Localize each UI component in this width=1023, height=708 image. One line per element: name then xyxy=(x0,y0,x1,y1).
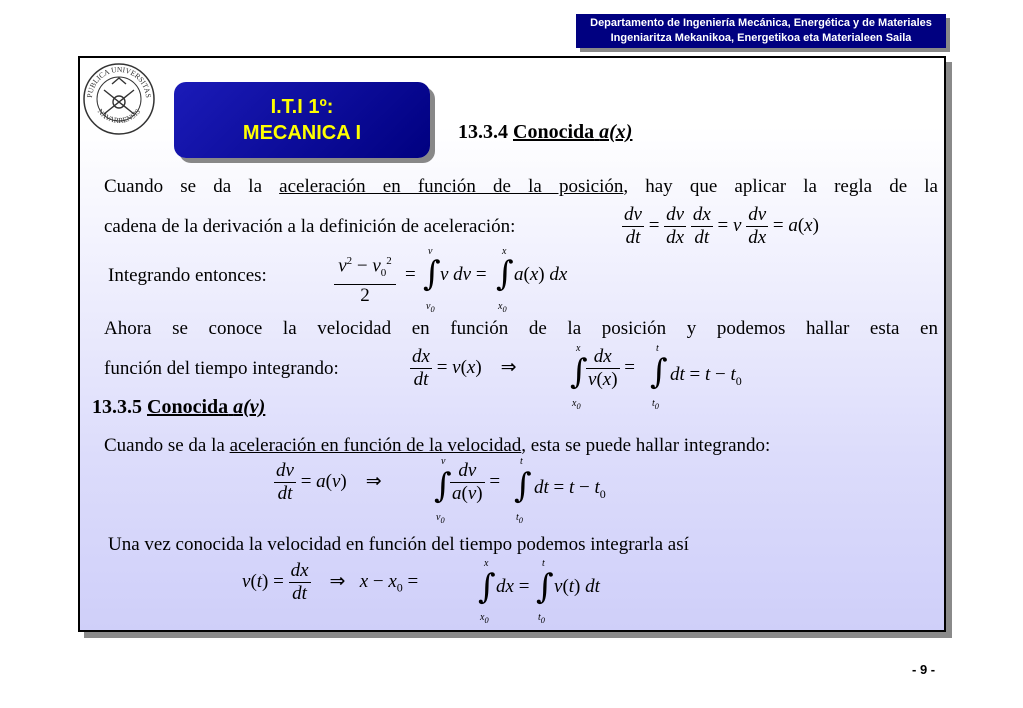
department-name-eu: Ingeniaritza Mekanikoa, Energetikoa eta Materialeen Saila xyxy=(610,32,912,44)
section-title-word: Conocida xyxy=(513,121,595,143)
course-badge xyxy=(174,82,430,158)
paragraph-integrar-velocidad: Una vez conocida la velocidad en función del tiempo podemos integrarla así xyxy=(108,534,689,555)
equation-dx-dt: $\frac{dx}{dt}$ = v(x) ⇒ xyxy=(412,346,517,390)
seal-top-arc-text: PUBLICA UNIVERSITAS xyxy=(84,64,154,99)
paragraph-line-cadena: cadena de la derivación a la definición de aceleración: xyxy=(104,216,516,237)
integral-sign: ∫ xyxy=(570,352,588,392)
paragraph-velocidad-posicion: Ahora se conoce la velocidad en función de la posición y podemos hallar esta en xyxy=(104,318,938,339)
highlighted-term: aceleración en función de la posición xyxy=(279,176,624,197)
university-seal-icon xyxy=(82,62,156,136)
section-title-variable: a(x) xyxy=(599,121,633,143)
integral-sign: ∫ xyxy=(514,466,532,506)
section-title-variable: a(v) xyxy=(233,396,266,418)
course-code: I.T.I 1º: xyxy=(270,96,334,118)
paragraph-line-tiempo: función del tiempo integrando: xyxy=(104,358,339,379)
course-name: MECANICA I xyxy=(242,122,362,144)
integral-sign: ∫ xyxy=(423,254,441,294)
label-integrando: Integrando entonces: xyxy=(108,265,267,286)
paragraph-aceleracion-posicion: Cuando se da la aceleración en función de la posición, hay que aplicar la regla de la xyxy=(104,176,938,197)
department-banner xyxy=(576,14,946,48)
integral-sign: ∫ xyxy=(496,254,514,294)
equation-velocity-position: $\frac{v^2 - v_0^2}{2}$ xyxy=(334,250,396,307)
section-number: 13.3.5 xyxy=(92,396,142,418)
page-number: - 9 - xyxy=(912,662,936,677)
equation-dv-dt: $\frac{dv}{dt}$ = a(v) ⇒ xyxy=(276,460,382,504)
equation-chain-rule: $\frac{dv}{dt}$ = $\frac{dv}{dx}$ $\frac{dx}{dt}$ = v $\frac{dv}{dx}$ = a(x) xyxy=(624,204,819,248)
section-heading-13-3-5 xyxy=(92,396,265,419)
integral-sign: ∫ xyxy=(478,567,496,607)
highlighted-term: aceleración en función de la velocidad xyxy=(229,435,522,456)
integral-sign: ∫ xyxy=(536,567,554,607)
integral-sign: ∫ xyxy=(650,352,668,392)
section-title-word: Conocida xyxy=(147,396,229,418)
section-number: 13.3.4 xyxy=(458,121,508,143)
equation-position-time: v(t) = $\frac{dx}{dt}$ ⇒ $x - x_0$ = xyxy=(242,560,419,604)
integral-sign: ∫ xyxy=(434,466,452,506)
department-name-es: Departamento de Ingeniería Mecánica, Energética y de Materiales xyxy=(590,17,932,29)
section-heading-13-3-4 xyxy=(458,121,632,144)
paragraph-aceleracion-velocidad: Cuando se da la aceleración en función de la velocidad, esta se puede hallar integrando: xyxy=(104,435,771,456)
seal-bottom-arc-text: NAVARRENSIS xyxy=(95,106,143,125)
